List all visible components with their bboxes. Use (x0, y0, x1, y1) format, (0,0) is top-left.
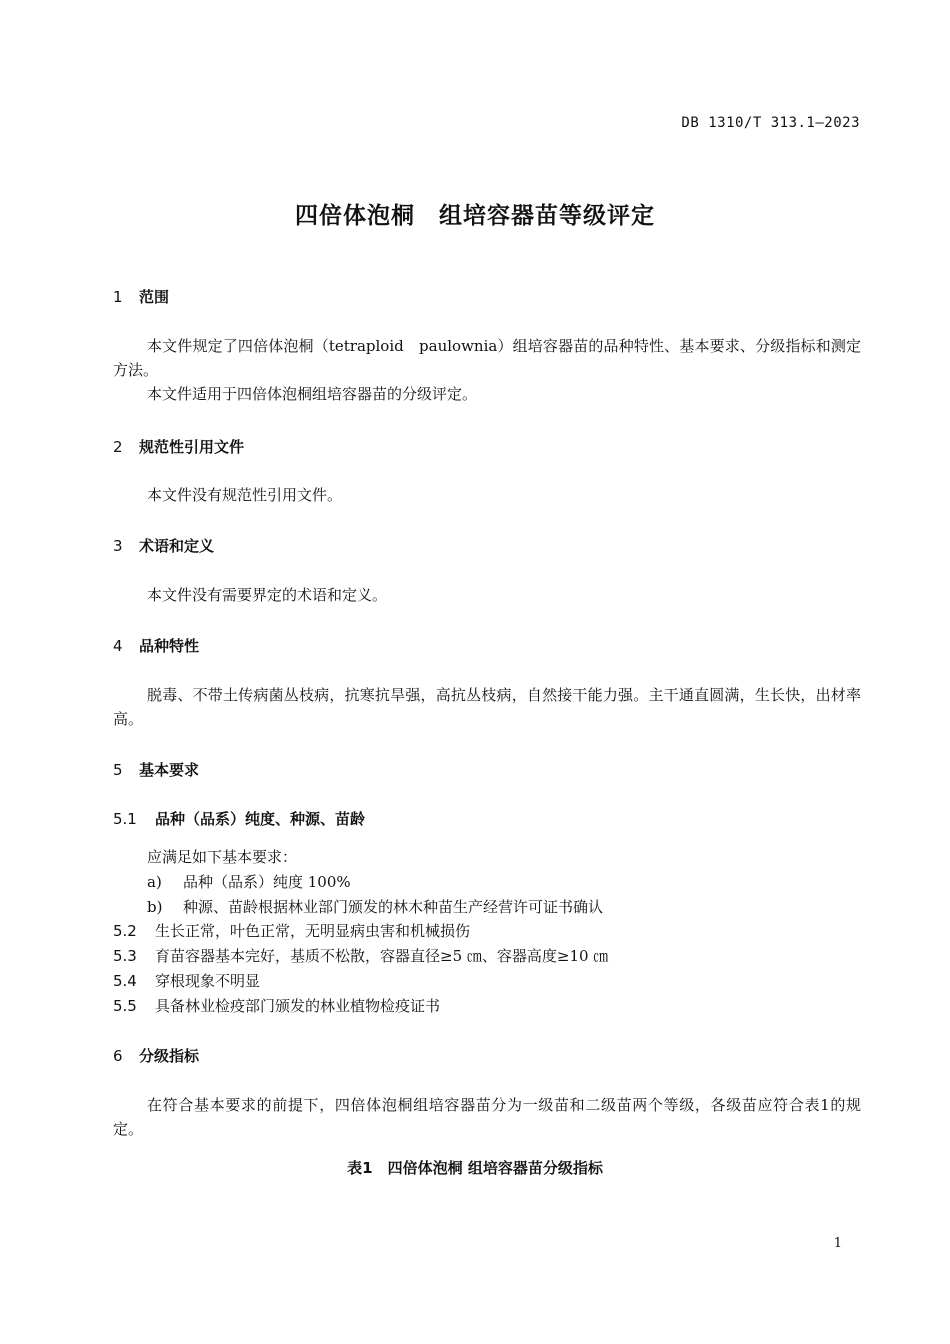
section-4-heading (113, 635, 199, 656)
subsection-5-5 (113, 995, 440, 1016)
section-6-paragraph: 在符合基本要求的前提下，四倍体泡桐组培容器苗分为一级苗和二级苗两个等级，各级苗应符合表1的规定。 (113, 1096, 861, 1138)
section-3-paragraph: 本文件没有需要界定的术语和定义。 (147, 586, 388, 604)
section-number: 3 (113, 537, 123, 555)
subsection-number: 5.5 (113, 997, 137, 1015)
subsection-number: 5.1 (113, 810, 137, 828)
section-1-paragraph-1: 本文件规定了四倍体泡桐（tetraploid paulownia）组培容器苗的品种特性、基本要求、分级指标和测定方法。 (113, 337, 861, 379)
section-number: 1 (113, 288, 123, 306)
section-2-paragraph: 本文件没有规范性引用文件。 (147, 486, 343, 504)
subsection-5-3 (113, 945, 608, 966)
list-item-label: a) (147, 873, 162, 891)
section-number: 4 (113, 637, 123, 655)
table-caption: 表1 四倍体泡桐 组培容器苗分级指标 (347, 1159, 603, 1177)
subsection-5-2 (113, 920, 470, 941)
subsection-number: 5.3 (113, 947, 137, 965)
subsection-text: 具备林业检疫部门颁发的林业植物检疫证书 (155, 997, 441, 1015)
subsection-5-1-heading (113, 808, 365, 829)
section-6-heading (113, 1045, 199, 1066)
section-1-paragraph-2: 本文件适用于四倍体泡桐组培容器苗的分级评定。 (147, 385, 478, 403)
list-item-a (147, 871, 351, 892)
list-item-text: 品种（品系）纯度 100% (183, 873, 351, 891)
subsection-number: 5.4 (113, 972, 137, 990)
subsection-text: 育苗容器基本完好，基质不松散，容器直径≥5 ㎝、容器高度≥10 ㎝ (155, 947, 609, 965)
section-title: 规范性引用文件 (139, 438, 245, 456)
subsection-5-1-intro: 应满足如下基本要求： (147, 848, 298, 866)
document-title: 四倍体泡桐 组培容器苗等级评定 (295, 203, 655, 229)
section-title: 品种特性 (139, 637, 200, 655)
document-number: DB 1310/T 313.1—2023 (681, 115, 860, 131)
subsection-title: 品种（品系）纯度、种源、苗龄 (155, 810, 366, 828)
subsection-text: 生长正常，叶色正常，无明显病虫害和机械损伤 (155, 922, 471, 940)
section-number: 6 (113, 1047, 123, 1065)
section-title: 基本要求 (139, 761, 200, 779)
section-title: 范围 (139, 288, 170, 306)
section-title: 分级指标 (139, 1047, 200, 1065)
section-number: 2 (113, 438, 123, 456)
section-2-heading (113, 436, 244, 457)
page-number: 1 (833, 1236, 842, 1251)
section-number: 5 (113, 761, 123, 779)
list-item-label: b) (147, 898, 163, 916)
list-item-text: 种源、苗龄根据林业部门颁发的林木种苗生产经营许可证书确认 (183, 898, 604, 916)
subsection-number: 5.2 (113, 922, 137, 940)
section-5-heading (113, 759, 199, 780)
section-1-heading (113, 286, 169, 307)
list-item-b (147, 896, 603, 917)
section-title: 术语和定义 (139, 537, 215, 555)
section-4-paragraph: 脱毒、不带土传病菌丛枝病，抗寒抗旱强，高抗丛枝病，自然接干能力强。主干通直圆满，生长快，出材率高。 (113, 686, 861, 728)
section-3-heading (113, 535, 214, 556)
subsection-5-4 (113, 970, 260, 991)
subsection-text: 穿根现象不明显 (155, 972, 261, 990)
